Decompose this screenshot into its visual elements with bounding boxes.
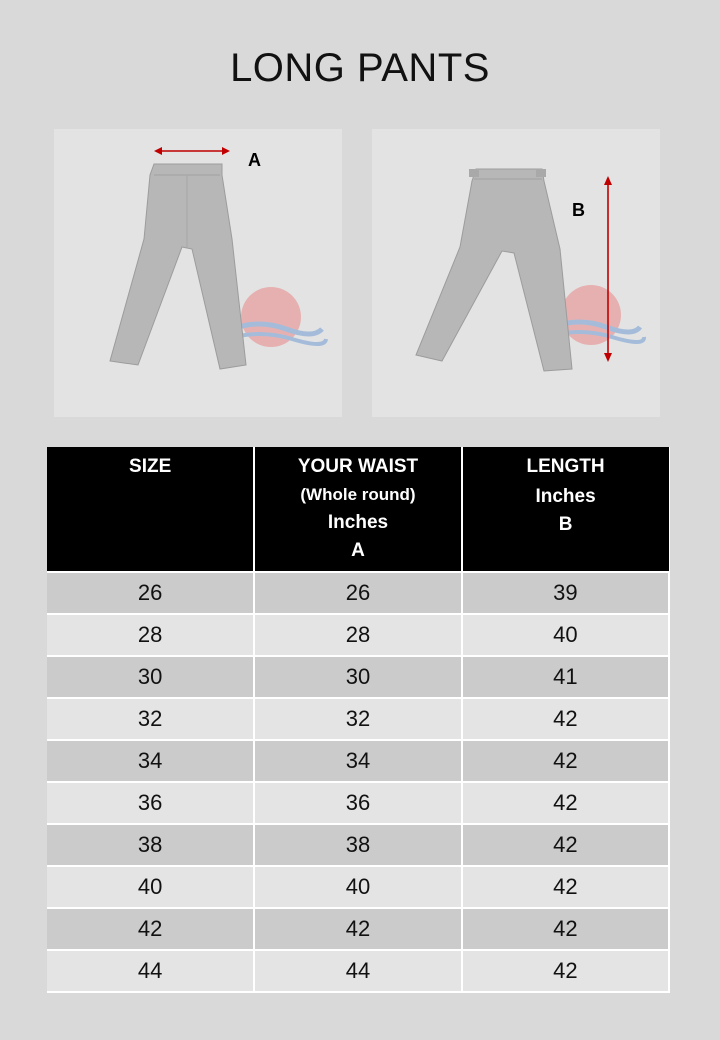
waist-cell: 34 — [254, 740, 461, 782]
measure-label-a: A — [248, 150, 261, 170]
waist-cell: 40 — [254, 866, 461, 908]
length-cell: 41 — [462, 656, 669, 698]
length-cell: 42 — [462, 782, 669, 824]
size-cell: 28 — [47, 614, 254, 656]
header-waist-note: (Whole round) — [300, 485, 416, 504]
header-length-unit: Inches — [535, 486, 596, 507]
length-cell: 42 — [462, 908, 669, 950]
waist-cell: 28 — [254, 614, 461, 656]
waist-cell: 42 — [254, 908, 461, 950]
pants-front-photo — [54, 129, 342, 417]
header-waist — [254, 447, 461, 572]
waist-cell: 26 — [254, 572, 461, 614]
header-size-label: SIZE — [129, 456, 172, 477]
header-length — [462, 447, 669, 572]
size-cell: 26 — [47, 572, 254, 614]
length-cell: 42 — [462, 824, 669, 866]
header-waist-title: YOUR WAIST — [297, 456, 419, 477]
size-chart-table — [47, 447, 670, 993]
size-cell: 44 — [47, 950, 254, 992]
size-cell: 40 — [47, 866, 254, 908]
measure-label-b: B — [572, 200, 585, 220]
waist-cell: 32 — [254, 698, 461, 740]
pants-front-shape — [110, 164, 246, 369]
length-cell: 40 — [462, 614, 669, 656]
header-length-code: B — [558, 514, 573, 535]
pants-back-photo — [372, 129, 660, 417]
page-title: LONG PANTS — [230, 46, 490, 90]
table-header-row — [47, 447, 669, 572]
size-cell: 30 — [47, 656, 254, 698]
size-cell: 42 — [47, 908, 254, 950]
table-row — [47, 824, 669, 866]
size-cell: 32 — [47, 698, 254, 740]
waist-cell: 30 — [254, 656, 461, 698]
table-row — [47, 950, 669, 992]
length-cell: 42 — [462, 740, 669, 782]
size-cell: 38 — [47, 824, 254, 866]
table-row — [47, 614, 669, 656]
table-row — [47, 740, 669, 782]
size-cell: 34 — [47, 740, 254, 782]
header-waist-unit: Inches — [327, 512, 389, 533]
header-length-title: LENGTH — [526, 456, 605, 477]
length-cell: 39 — [462, 572, 669, 614]
table-row — [47, 782, 669, 824]
table-row — [47, 908, 669, 950]
waist-cell: 38 — [254, 824, 461, 866]
header-waist-code: A — [351, 540, 365, 561]
pants-back-shape — [416, 169, 572, 371]
size-cell: 36 — [47, 782, 254, 824]
table-row — [47, 698, 669, 740]
waist-measure-arrow — [154, 147, 230, 155]
length-cell: 42 — [462, 950, 669, 992]
length-cell: 42 — [462, 698, 669, 740]
table-row — [47, 866, 669, 908]
table-row — [47, 656, 669, 698]
waist-cell: 44 — [254, 950, 461, 992]
header-size — [47, 447, 254, 572]
table-row — [47, 572, 669, 614]
length-cell: 42 — [462, 866, 669, 908]
waist-cell: 36 — [254, 782, 461, 824]
